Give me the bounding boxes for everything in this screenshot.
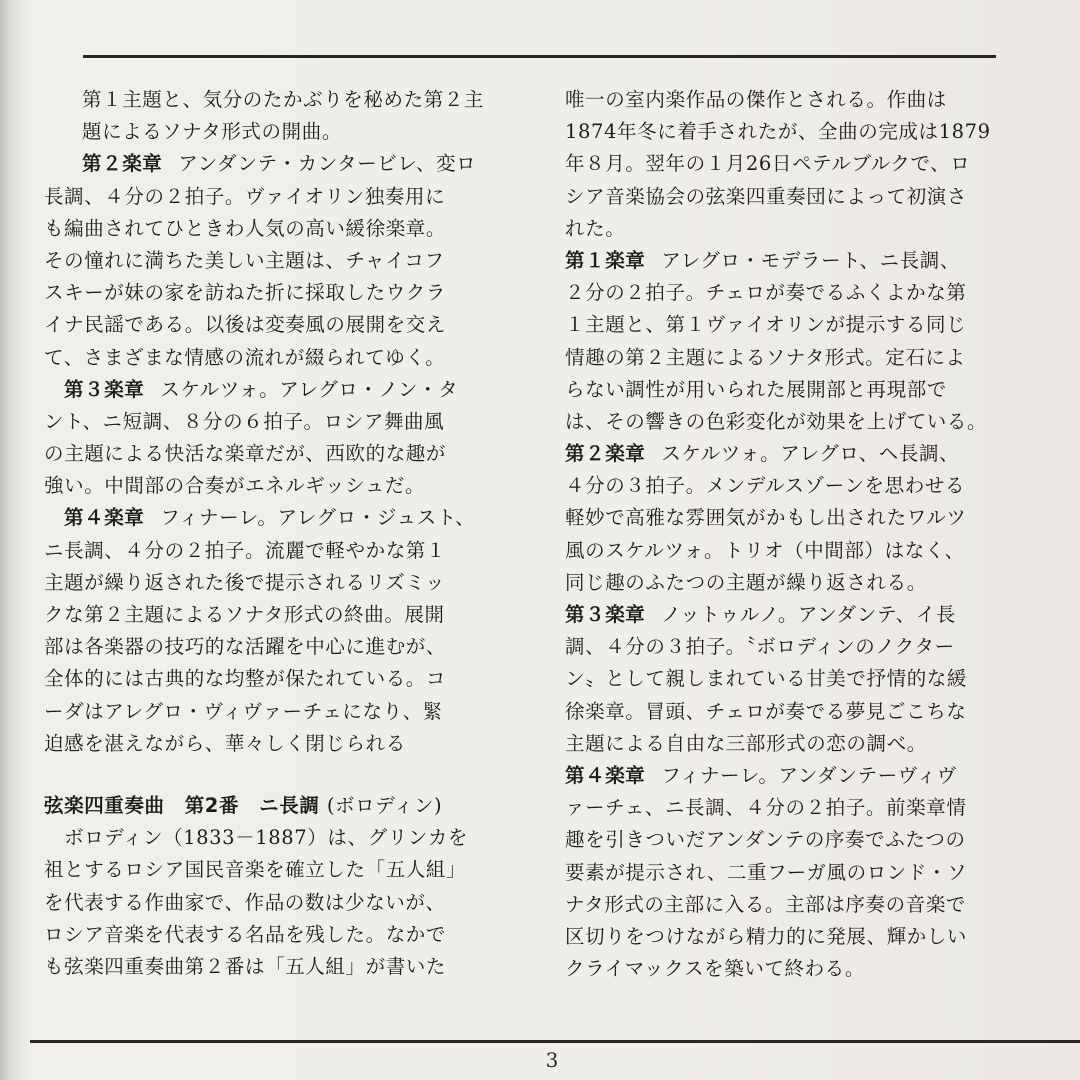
text-line: [565, 921, 1037, 953]
text-line: [565, 792, 1037, 824]
movement-label: 第２楽章: [565, 442, 646, 466]
page-number: 3: [545, 1048, 559, 1072]
line-text: 祖とするロシア国民音楽を確立した「五人組」: [44, 858, 467, 882]
text-line: [44, 84, 530, 116]
text-line: [44, 116, 530, 148]
text-line: [565, 342, 1037, 374]
text-line: [565, 374, 1037, 406]
line-text: シア音楽協会の弦楽四重奏団によって初演さ: [565, 184, 968, 208]
text-line: [44, 567, 530, 599]
text-line: [565, 728, 1037, 760]
text-line: [44, 663, 530, 695]
text-line: [565, 953, 1037, 985]
line-text: 唯一の室内楽作品の傑作とされる。作曲は: [565, 88, 947, 111]
text-line: [565, 309, 1037, 341]
text-line: [565, 857, 1037, 889]
line-text: 情趣の第２主題によるソナタ形式。定石によ: [565, 345, 966, 369]
line-text: スキーが妹の家を訪ねた折に採取したウクラ: [44, 281, 447, 305]
text-line: [565, 889, 1037, 921]
text-line: [44, 406, 530, 438]
movement-line: [44, 374, 530, 406]
line-text: クライマックスを築いて終わる。: [565, 957, 865, 981]
text-line: [44, 342, 530, 374]
line-text: スケルツォ。アレグロ、ヘ長調、: [661, 442, 960, 466]
text-line: [565, 696, 1037, 728]
text-line: [565, 824, 1037, 856]
line-text: 全体的には古典的な均整が保たれている。コ: [44, 667, 447, 691]
text-line: [565, 631, 1037, 663]
text-line: [565, 502, 1037, 534]
text-line: [44, 438, 530, 470]
bottom-rule: [30, 1040, 1080, 1043]
line-text: ァーチェ、ニ長調、４分の２拍子。前楽章情: [565, 796, 967, 820]
line-text: 1874年冬に着手されたが、全曲の完成は1879: [565, 120, 991, 144]
movement-label: 第４楽章: [64, 506, 145, 530]
line-text: 趣を引きついだアンダンテの序奏でふたつの: [565, 828, 966, 852]
text-line: [44, 951, 530, 983]
line-text: 同じ趣のふたつの主題が繰り返される。: [565, 570, 927, 594]
movement-label: 第３楽章: [64, 377, 145, 401]
left-column-notes: [44, 84, 530, 760]
line-text: 迫感を湛えながら、華々しく閉じられる: [44, 731, 406, 755]
line-text: アンダンテ・カンタービレ、変ロ: [178, 152, 477, 176]
section-heading: [44, 790, 530, 822]
line-text: 区切りをつけながら精力的に発展、輝かしい: [565, 924, 968, 948]
line-text: 主題による自由な三部形式の恋の調べ。: [565, 731, 927, 755]
line-text: の主題による快活な楽章だが、西欧的な趣が: [44, 442, 447, 466]
movement-line: [565, 760, 1037, 792]
text-line: [565, 470, 1037, 502]
line-text: て、さまざまな情感の流れが綴られてゆく。: [44, 345, 446, 369]
line-text: アレグロ・モデラート、ニ長調、: [661, 248, 960, 272]
line-text: 第１主題と、気分のたかぶりを秘めた第２主: [82, 88, 485, 111]
text-line: [565, 277, 1037, 309]
line-text: ２分の２拍子。チェロが奏でるふくよかな第: [565, 281, 967, 305]
text-line: [44, 728, 530, 760]
line-text: クな第２主題によるソナタ形式の終曲。展開: [44, 603, 445, 626]
line-text: フィナーレ。アンダンテーヴィヴ: [661, 763, 957, 787]
line-text: 要素が提示され、二重フーガ風のロンド・ソ: [565, 860, 968, 884]
line-text: 主題が繰り返された後で提示されるリズミッ: [44, 570, 446, 594]
line-text: 風のスケルツォ。トリオ（中間部）はなく、: [565, 538, 965, 562]
line-text: 軽妙で高雅な雰囲気がかもし出されたワルツ: [565, 506, 967, 530]
movement-label: 第４楽章: [565, 763, 646, 787]
text-line: [565, 663, 1037, 695]
text-line: [44, 854, 530, 886]
line-text: も弦楽四重奏曲第２番は「五人組」が書いた: [44, 954, 447, 978]
line-text: を代表する作曲家で、作品の数は少ないが、: [44, 890, 446, 914]
movement-line: [44, 502, 530, 534]
text-line: [44, 181, 530, 213]
right-column: [565, 84, 1037, 985]
line-text: 徐楽章。冒頭、チェロが奏でる夢見ごこちな: [565, 699, 967, 723]
text-line: [44, 631, 530, 663]
line-text: ニ長調、４分の２拍子。流麗で軽やかな第１: [44, 538, 447, 562]
top-rule: [83, 55, 996, 58]
text-line: [565, 213, 1037, 245]
section-heading-composer: (ボロディン): [326, 793, 443, 817]
line-text: ント、ニ短調、８分の６拍子。ロシア舞曲風: [44, 409, 445, 433]
line-text: その憧れに満ちた美しい主題は、チャイコフ: [44, 248, 445, 272]
text-line: [44, 822, 530, 854]
text-line: [565, 148, 1037, 180]
text-line: [565, 535, 1037, 567]
movement-label: 第１楽章: [565, 248, 646, 272]
text-line: [44, 277, 530, 309]
line-text: も編曲されてひときわ人気の高い緩徐楽章。: [44, 216, 447, 240]
text-line: [44, 470, 530, 502]
section-heading-title: 弦楽四重奏曲 第2番 ニ長調: [44, 793, 320, 817]
spine-shadow: [0, 0, 30, 1080]
text-line: [44, 919, 530, 951]
text-line: [44, 599, 530, 631]
line-text: らない調性が用いられた展開部と再現部で: [565, 377, 947, 401]
line-text: １主題と、第１ヴァイオリンが提示する同じ: [565, 313, 967, 337]
line-text: 強い。中間部の合奏がエネルギッシュだ。: [44, 474, 426, 498]
movement-line: [565, 599, 1037, 631]
movement-line: [565, 245, 1037, 277]
text-line: [44, 309, 530, 341]
text-line: [44, 535, 530, 567]
left-column-intro: [44, 822, 530, 983]
line-text: 部は各楽器の技巧的な活躍を中心に進むが、: [44, 635, 447, 659]
text-line: [44, 887, 530, 919]
text-line: [565, 567, 1037, 599]
line-text: 長調、４分の２拍子。ヴァイオリン独奏用に: [44, 184, 446, 208]
line-text: ーダはアレグロ・ヴィヴァーチェになり、緊: [44, 699, 443, 723]
line-text: ロシア音楽を代表する名品を残した。なかで: [44, 922, 447, 946]
line-text: 調、４分の３拍子。〝ボロディンのノクター: [565, 635, 955, 659]
movement-label: 第３楽章: [565, 603, 646, 626]
movement-line: [565, 438, 1037, 470]
text-line: [565, 84, 1037, 116]
line-text: ン〟として親しまれている甘美で抒情的な緩: [565, 667, 968, 691]
left-column: [44, 84, 530, 983]
line-text: ノットゥルノ。アンダンテ、イ長: [661, 603, 956, 626]
text-line: [565, 181, 1037, 213]
text-line: [565, 116, 1037, 148]
line-text: イナ民謡である。以後は変奏風の展開を交え: [44, 313, 447, 337]
text-line: [565, 406, 1037, 438]
line-text: 年８月。翌年の１月26日ペテルブルクで、ロ: [565, 152, 971, 176]
movement-label: 第２楽章: [82, 152, 163, 176]
text-line: [44, 213, 530, 245]
line-text: 題によるソナタ形式の開曲。: [82, 120, 342, 144]
line-text: スケルツォ。アレグロ・ノン・タ: [160, 377, 459, 401]
line-text: ボロディン（1833－1887）は、グリンカを: [44, 826, 469, 850]
line-text: ナタ形式の主部に入る。主部は序奏の音楽で: [565, 892, 967, 916]
line-text: ４分の３拍子。メンデルスゾーンを思わせる: [565, 474, 966, 498]
section-gap: [44, 760, 530, 790]
text-line: [44, 245, 530, 277]
line-text: フィナーレ。アレグロ・ジュスト、: [160, 506, 476, 530]
movement-line: [44, 148, 530, 180]
text-line: [44, 696, 530, 728]
line-text: れた。: [565, 216, 626, 240]
line-text: は、その響きの色彩変化が効果を上げている。: [565, 409, 988, 433]
